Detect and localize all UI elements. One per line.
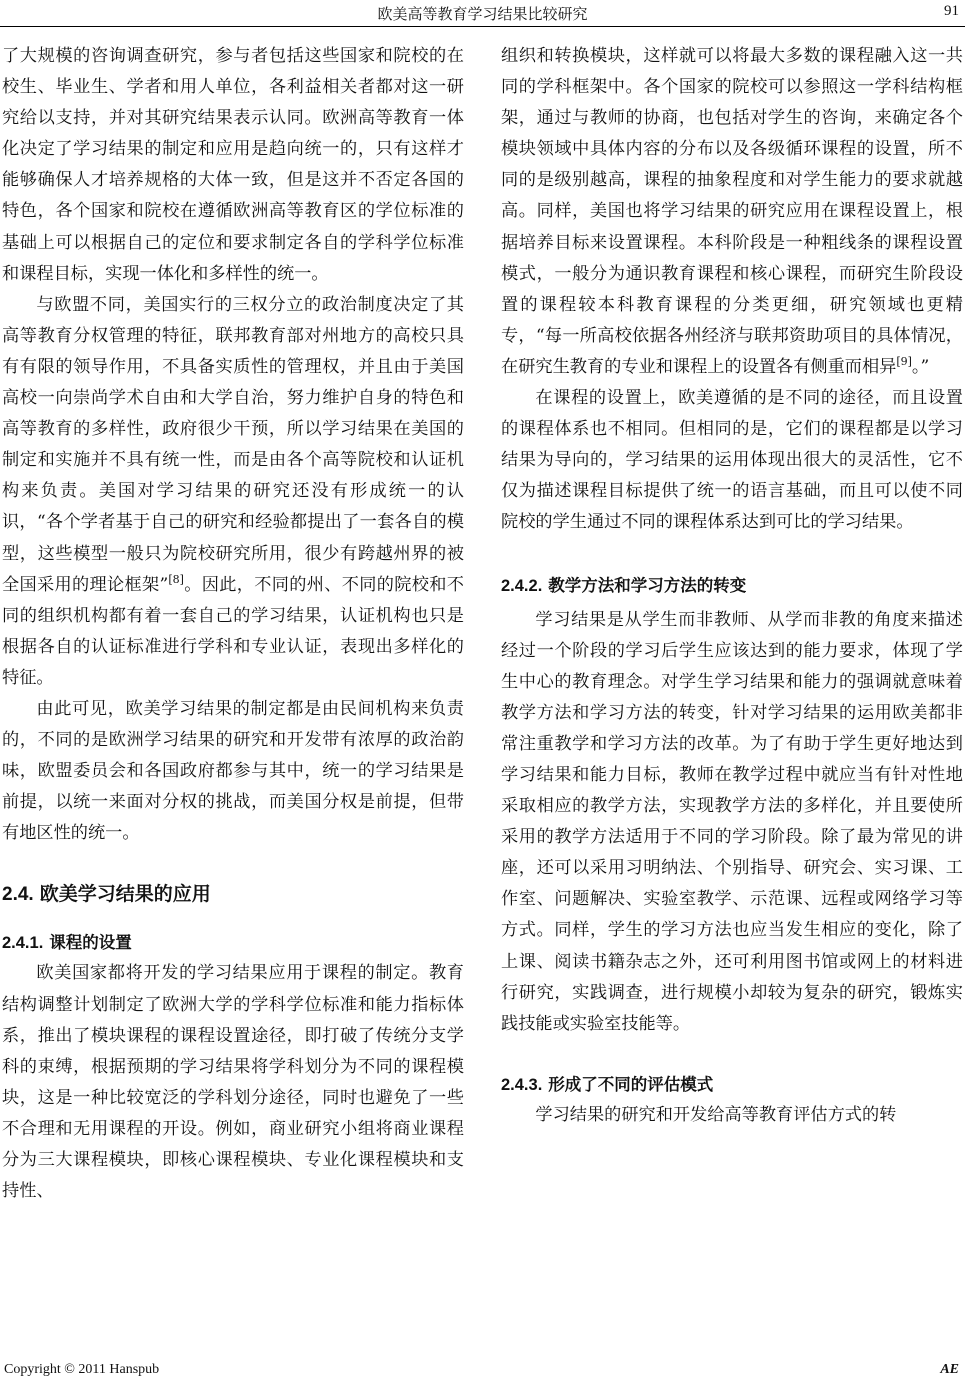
paragraph: 学习结果是从学生而非教师、从学而非教的角度来描述经过一个阶段的学习后学生应该达到的能力要求，体现了学生中心的教育理念。对学生学习结果和能力的强调就意味着教学方法和学习方法的转变，针对学习结果的运用欧美都非常注重教学和学习方法的改革。为了有助于学生更好地达到学习结果和能力目标，教师在教学过程中就应当有针对性地采取相应的教学方法，实现教学方法的多样化，并且要使所采用的教学方法适用于不同的学习阶段。除了最为常见的讲座，还可以采用习明纳法、个别指导、研究会、实习课、工作室、问题解决、实验室教学、示范课、远程或网络学习等方式。同样，学生的学习方法也应当发生相应的变化，除了上课、阅读书籍杂志之外，还可利用图书馆或网上的材料进行研究，实践调查，进行规模小却较为复杂的研究，锻炼实践技能或实验室技能等。 [501, 609, 963, 1034]
paragraph: 了大规模的咨询调查研究，参与者包括这些国家和院校的在校生、毕业生、学者和用人单位，各利益相关者都对这一研究给以支持，并对其研究结果表示认同。欧洲高等教育一体化决定了学习结果的制定和应用是趋向统一的，只有这样才能够确保人才培养规格的大体一致，但是这并不否定各国的特色，各个国家和院校在遵循欧洲高等教育区的学位标准的基础上可以根据自己的定位和要求制定各自的学科学位标准和课程目标，实现一体化和多样性的统一。 [2, 46, 464, 284]
right-column [501, 41, 963, 1131]
page-number: 91 [944, 3, 959, 19]
subsection-title: 课程的设置 [49, 933, 132, 953]
left-column [2, 41, 464, 1207]
paragraph: 学习结果的研究和开发给高等教育评估方式的转 [535, 1104, 897, 1125]
paragraph: 欧美国家都将开发的学习结果应用于课程的制定。教育结构调整计划制定了欧洲大学的学科学位标准和能力指标体系，推出了模块课程的课程设置途径，即打破了传统分支学科的束缚，根据预期的学习结果将学科划分为不同的课程模块，这是一种比较宽泛的学科划分途径，同时也避免了一些不合理和无用课程的开设。例如，商业研究小组将商业课程分为三大课程模块，即核心课程模块、专业化课程模块和支持性、 [2, 963, 464, 1202]
section-heading [2, 879, 464, 910]
copyright-notice: Copyright © 2011 Hanspub [4, 1362, 160, 1377]
citation-ref: [9] [896, 354, 912, 368]
subsection-heading [501, 571, 963, 601]
section-number: 2.4. [2, 884, 34, 906]
section-title: 欧美学习结果的应用 [39, 883, 211, 906]
journal-abbrev: AE [940, 1362, 959, 1377]
paragraph [2, 290, 464, 694]
header-rule [0, 26, 965, 27]
subsection-number: 2.4.1. [2, 934, 44, 953]
paragraph-text: 组织和转换模块，这样就可以将最大多数的课程融入这一共同的学科框架中。各个国家的院校可以参照这一学科结构框架，通过与教师的协商，也包括对学生的咨询，来确定各个模块领域中具体内容的分布以及各级循环课程的设置，所不同的是级别越高，课程的抽象程度和对学生能力的要求就越高。同样，美国也将学习结果的研究应用在课程设置上，根据培养目标来设置课程。本科阶段是一种粗线条的课程设置模式，一般分为通识教育课程和核心课程，而研究生阶段设置的课程较本科教育课程的分类更细，研究领域也更精专，“每一所高校依据各州经济与联邦资助项目的具体情况，在研究生教育的专业和课程上的设置各有侧重而相异 [501, 46, 963, 377]
paragraph [501, 41, 963, 383]
paragraph-text: 。因此，不同的州、不同的院校和不同的组织机构都有着一套自己的学习结果，认证机构也只是根据各自的认证标准进行学科和专业认证，表现出多样化的特征。 [2, 574, 464, 688]
subsection-number: 2.4.2. [501, 576, 543, 595]
running-title: 欧美高等教育学习结果比较研究 [377, 5, 588, 23]
paragraph: 在课程的设置上，欧美遵循的是不同的途径，而且设置的课程体系也不相同。但相同的是，它们的课程都是以学习结果为导向的，学习结果的运用体现出很大的灵活性，它不仅为描述课程目标提供了统一的语言基础，而且可以使不同院校的学生通过不同的课程体系达到可比的学习结果。 [501, 388, 963, 533]
subsection-title: 教学方法和学习方法的转变 [548, 575, 747, 595]
citation-ref: [8] [168, 572, 184, 586]
subsection-heading [2, 928, 464, 958]
paragraph: 由此可见，欧美学习结果的制定都是由民间机构来负责的，不同的是欧洲学习结果的研究和开发带有浓厚的政治韵味，欧盟委员会和各国政府都参与其中，统一的学习结果是前提，以统一来面对分权的挑战，而美国分权是前提，但带有地区性的统一。 [2, 698, 464, 844]
subsection-title: 形成了不同的评估模式 [548, 1074, 714, 1094]
page-header [0, 0, 965, 26]
subsection-number: 2.4.3. [501, 1075, 543, 1094]
paragraph-text: 。” [911, 356, 930, 377]
subsection-heading [501, 1070, 963, 1100]
page-footer [0, 1362, 965, 1386]
paragraph-text: 与欧盟不同，美国实行的三权分立的政治制度决定了其高等教育分权管理的特征，联邦教育部对州地方的高校只具有有限的领导作用，不具备实质性的管理权，并且由于美国高校一向崇尚学术自由和大学自治，努力维护自身的特色和高等教育的多样性，政府很少干预，所以学习结果在美国的制定和实施并不具有统一性，而是由各个高等院校和认证机构来负责。美国对学习结果的研究还没有形成统一的认识，“各个学者基于自己的研究和经验都提出了一套各自的模型，这些模型一般只为院校研究所用，很少有跨越州界的被全国采用的理论框架” [2, 294, 464, 595]
